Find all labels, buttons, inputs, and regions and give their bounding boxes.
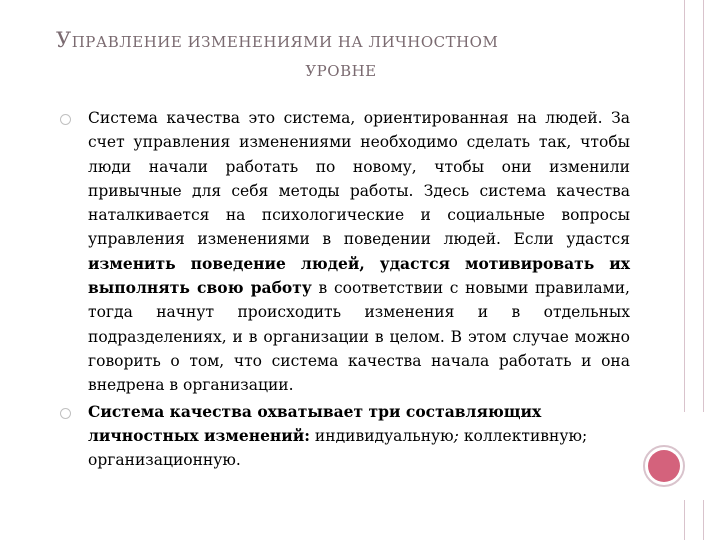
decorative-circle-dot: [648, 450, 680, 482]
bullet-2-bold-text: Система качества охватывает три составляющих личностных изменений:: [88, 401, 542, 445]
title-line-1-rest: ПРАВЛЕНИЕ ИЗМЕНЕНИЯМИ НА ЛИЧНОСТНОМ: [71, 33, 499, 51]
bullet-2-text-part1: индивидуальную: [310, 426, 454, 445]
bullet-2-text-part2: коллективную; организационную.: [88, 426, 588, 470]
bullet-1-bold-text: изменить поведение людей, удастся мотивировать их выполнять свою работу: [88, 253, 630, 298]
bullet-1-text-part2: в соответствии с новыми правилами, тогда начнут происходить изменения и в отдельных подразделениях, и в организации в целом. В этом случае можно говорить о том, что система качества начала работать и она внедрена в организации.: [88, 279, 630, 395]
bullet-circle-icon: [60, 114, 71, 125]
decorative-rail-bottom: [684, 500, 704, 540]
bullet-circle-icon: [60, 408, 71, 419]
slide-content: [60, 106, 630, 472]
bullet-2-italic-text: ;: [453, 426, 459, 445]
title-line-2: УРОВНЕ: [305, 62, 377, 80]
title-first-letter: У: [56, 28, 72, 52]
bullet-item-1: [60, 106, 630, 398]
decorative-rail-top: [684, 0, 704, 412]
slide-title: [56, 28, 616, 80]
bullet-1-text-part1: Система качества это система, ориентированная на людей. За счет управления изменениями необходимо сделать так, чтобы люди начали работать по новому, чтобы они изменили привычные для себя методы работы. Здесь система качества наталкивается на психологические и социальные вопросы управления изменениями в поведении людей. Если удастся: [88, 109, 630, 249]
bullet-item-2: [60, 400, 630, 473]
title-line-1: [56, 28, 616, 52]
